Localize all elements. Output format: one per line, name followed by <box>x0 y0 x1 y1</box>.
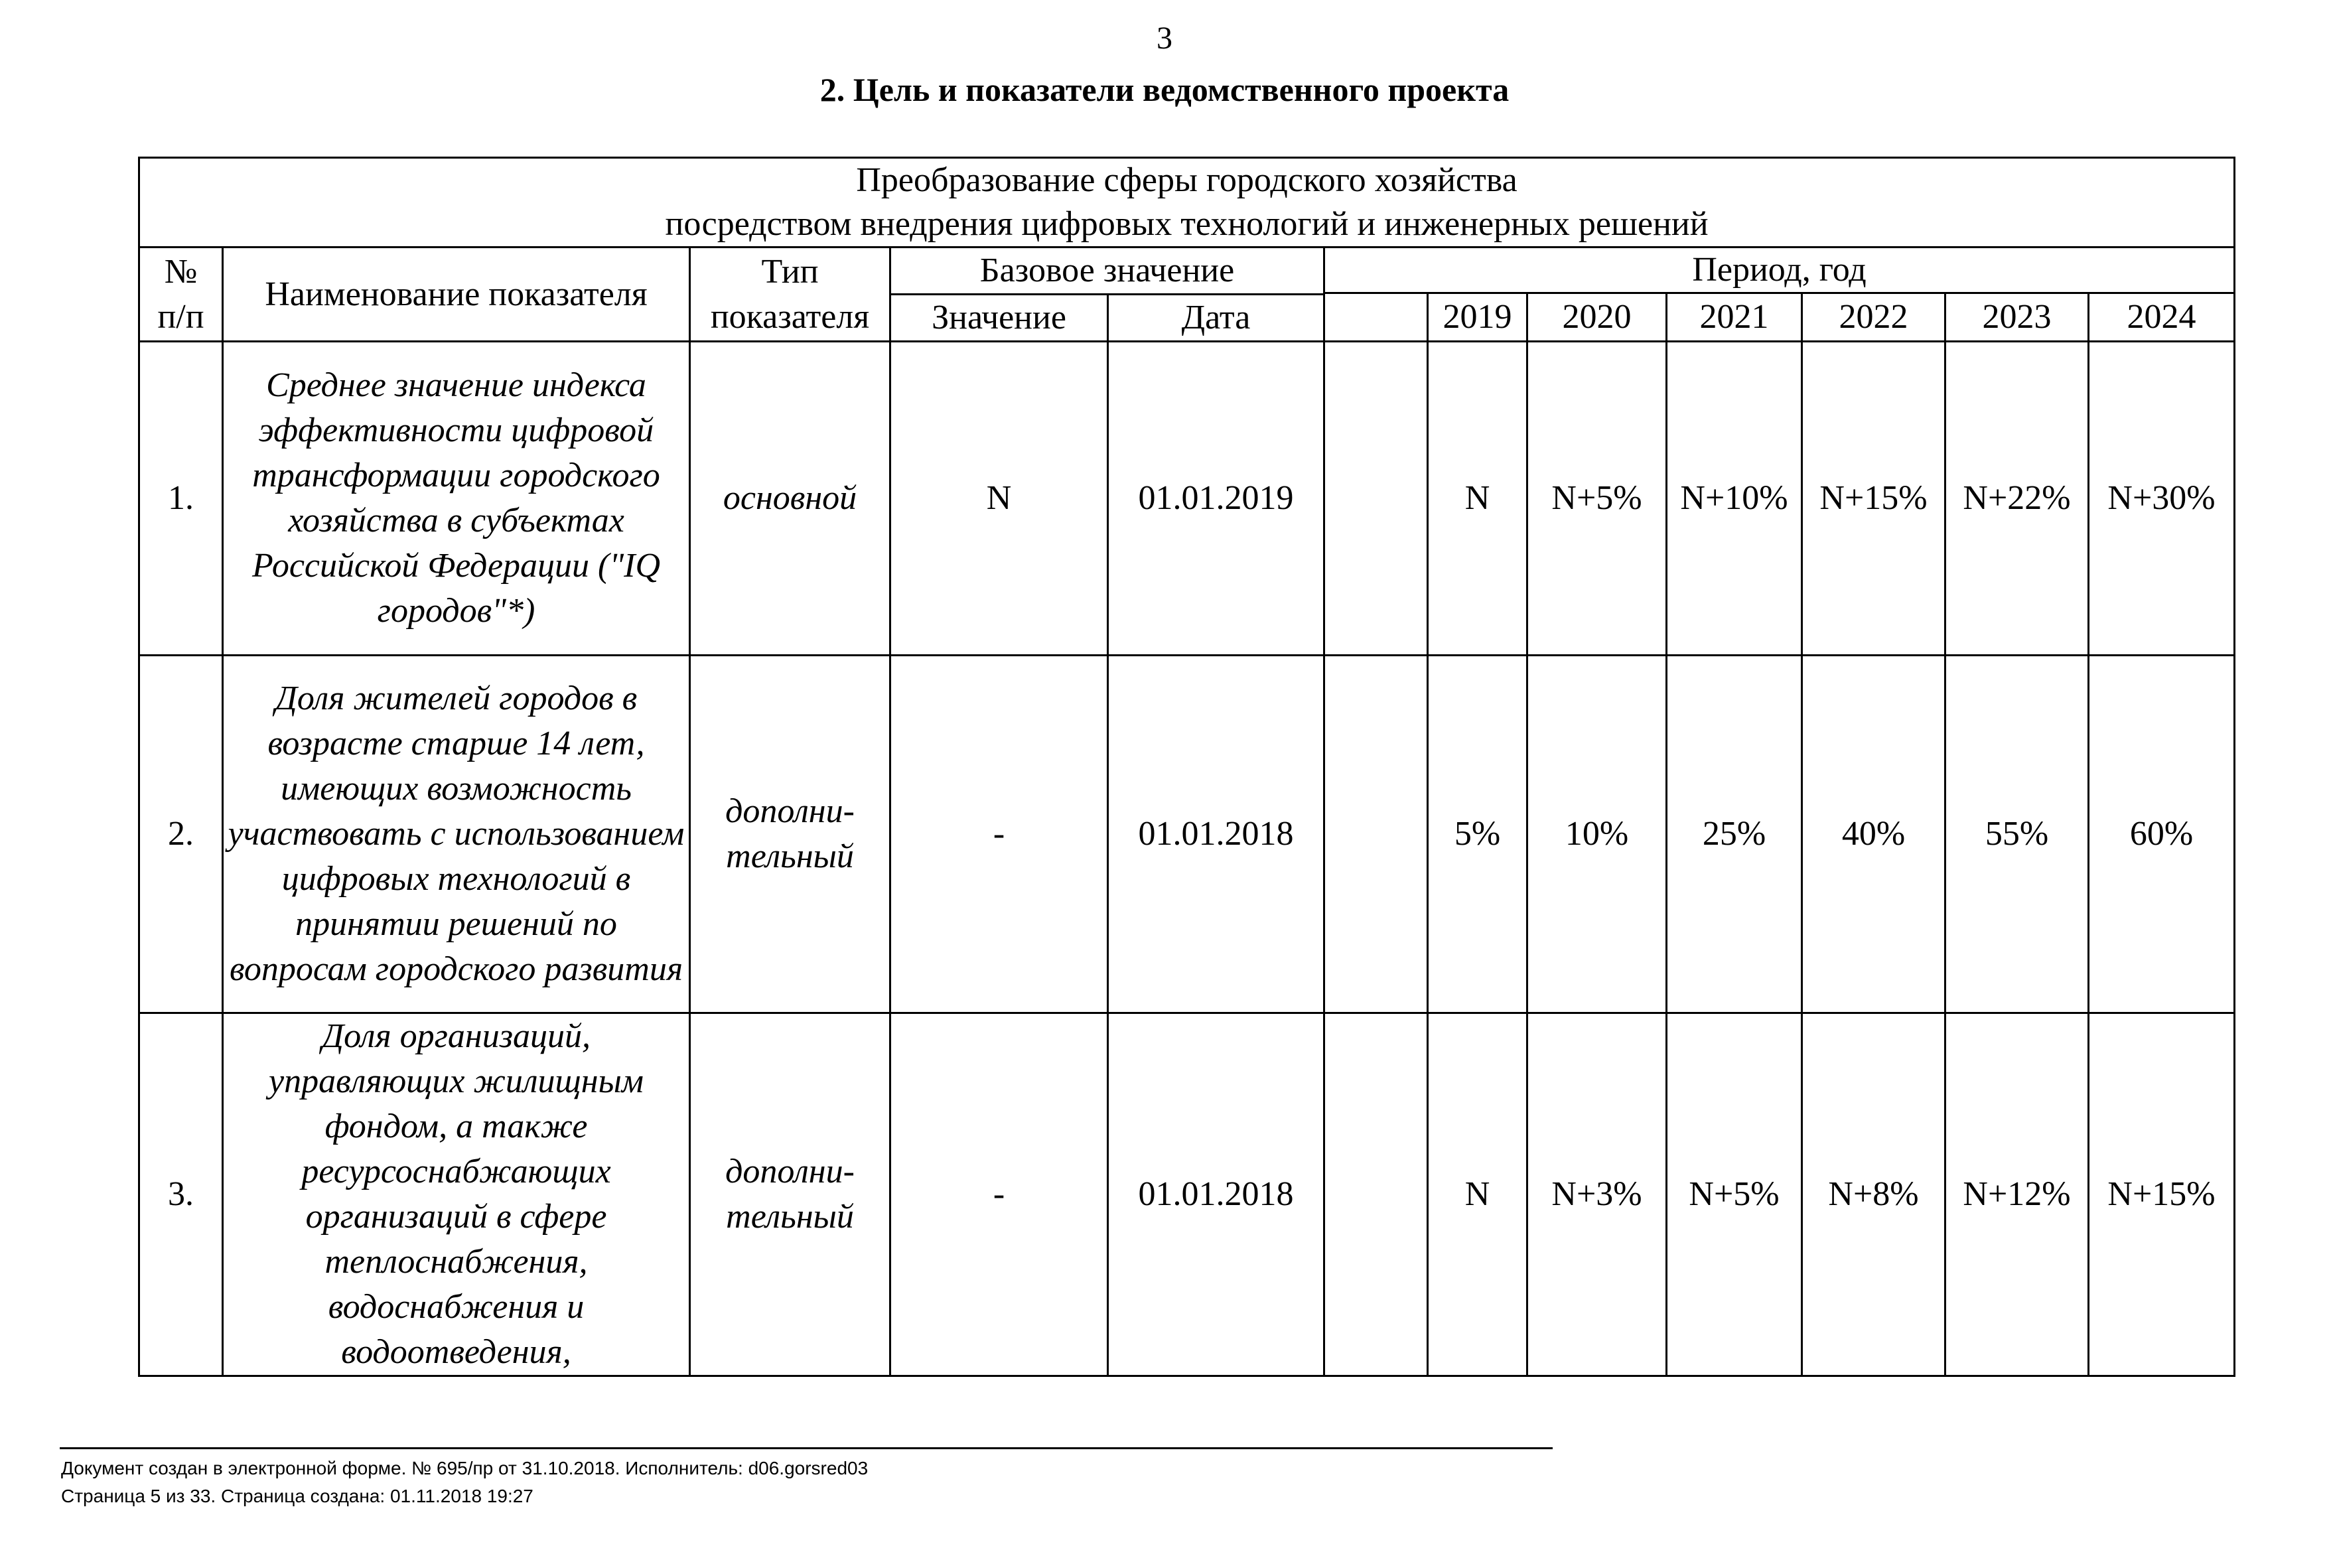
header-base-value: Базовое значение <box>890 248 1324 295</box>
footer-line-2: Страница 5 из 33. Страница создана: 01.11.2018 19:27 <box>61 1486 533 1506</box>
table-row <box>139 1013 2235 1376</box>
header-year: 2023 <box>1945 293 2089 342</box>
footer-line-1: Документ создан в электронной форме. № 695/пр от 31.10.2018. Исполнитель: d06.gorsred03 <box>61 1458 869 1478</box>
year-value: N <box>1428 342 1527 656</box>
header-empty-cell <box>1324 293 1428 342</box>
year-value: 55% <box>1945 656 2089 1013</box>
indicator-name: Доля организаций, управляющих жилищным фондом, а также ресурсоснабжающих организаций в сфере теплоснабжения, водоснабжения и водоотведения, <box>223 1013 690 1376</box>
indicator-type: основной <box>690 342 890 656</box>
footer-divider <box>60 1447 1553 1449</box>
year-value: N+15% <box>2089 1013 2235 1376</box>
table-row <box>139 656 2235 1013</box>
header-period: Период, год <box>1324 248 2235 293</box>
base-date: 01.01.2018 <box>1108 656 1324 1013</box>
indicators-table <box>138 157 2235 1377</box>
base-date: 01.01.2018 <box>1108 1013 1324 1376</box>
table-row <box>139 342 2235 656</box>
indicator-name: Среднее значение индекса эффективности цифровой трансформации городского хозяйства в субъектах Российской Федерации ("IQ городов"*) <box>223 342 690 656</box>
header-year: 2024 <box>2089 293 2235 342</box>
empty-cell <box>1324 342 1428 656</box>
header-year: 2020 <box>1527 293 1667 342</box>
header-value: Значение <box>890 295 1108 342</box>
indicator-name: Доля жителей городов в возрасте старше 14 лет, имеющих возможность участвовать с использованием цифровых технологий в принятии решений по вопросам городского развития <box>223 656 690 1013</box>
header-number: № п/п <box>139 248 223 342</box>
year-value: N+12% <box>1945 1013 2089 1376</box>
header-year: 2021 <box>1667 293 1802 342</box>
table-caption <box>139 158 2235 248</box>
empty-cell <box>1324 1013 1428 1376</box>
row-number: 3. <box>139 1013 223 1376</box>
indicator-type: дополни- тельный <box>690 1013 890 1376</box>
year-value: 25% <box>1667 656 1802 1013</box>
row-number: 1. <box>139 342 223 656</box>
header-name: Наименование показателя <box>223 248 690 342</box>
indicator-type: дополни- тельный <box>690 656 890 1013</box>
caption-line-1: Преобразование сферы городского хозяйства <box>856 161 1517 199</box>
year-value: N+30% <box>2089 342 2235 656</box>
section-title: 2. Цель и показатели ведомственного проекта <box>819 71 1510 108</box>
year-value: 5% <box>1428 656 1527 1013</box>
header-type: Тип показателя <box>690 248 890 342</box>
base-date: 01.01.2019 <box>1108 342 1324 656</box>
year-value: N+5% <box>1527 342 1667 656</box>
base-value: N <box>890 342 1108 656</box>
page-number: 3 <box>1157 21 1172 56</box>
header-date: Дата <box>1108 295 1324 342</box>
base-value: - <box>890 1013 1108 1376</box>
year-value: N <box>1428 1013 1527 1376</box>
caption-line-2: посредством внедрения цифровых технологий и инженерных решений <box>665 205 1709 243</box>
year-value: N+10% <box>1667 342 1802 656</box>
row-number: 2. <box>139 656 223 1013</box>
base-value: - <box>890 656 1108 1013</box>
year-value: N+3% <box>1527 1013 1667 1376</box>
year-value: N+15% <box>1802 342 1945 656</box>
year-value: N+5% <box>1667 1013 1802 1376</box>
header-year: 2022 <box>1802 293 1945 342</box>
year-value: 40% <box>1802 656 1945 1013</box>
year-value: N+22% <box>1945 342 2089 656</box>
year-value: 10% <box>1527 656 1667 1013</box>
year-value: N+8% <box>1802 1013 1945 1376</box>
header-year: 2019 <box>1428 293 1527 342</box>
year-value: 60% <box>2089 656 2235 1013</box>
empty-cell <box>1324 656 1428 1013</box>
